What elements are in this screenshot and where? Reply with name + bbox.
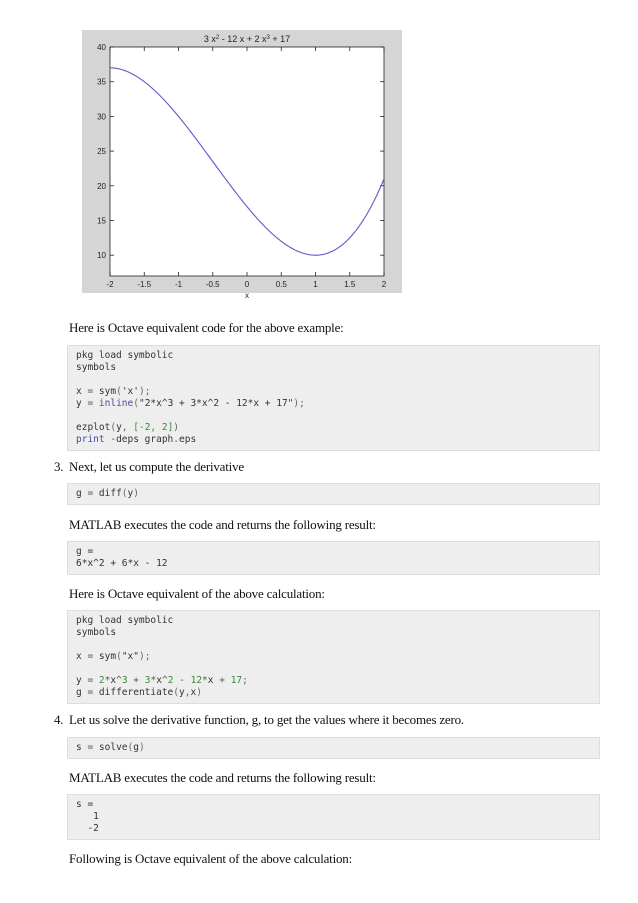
step-4-number: 4. (54, 712, 64, 727)
code-token: 3 (144, 675, 151, 686)
code-token: ^ (116, 675, 122, 686)
code-token: x (76, 651, 88, 662)
code-line (76, 687, 591, 699)
code-block-diff[interactable] (67, 483, 600, 505)
data-point (332, 251, 333, 252)
code-token: 'x' (121, 386, 139, 397)
code-token: ( (116, 386, 122, 397)
data-point (281, 242, 282, 243)
code-token: = (87, 675, 94, 686)
octave-calc-text-2: Following is Octave equivalent of the above calculation: (69, 851, 353, 866)
code-token: 2 (93, 675, 105, 686)
x-axis-label: x (245, 291, 249, 300)
octave-intro-text: Here is Octave equivalent code for the above example: (69, 320, 344, 335)
code-token: y (116, 422, 122, 433)
data-point (161, 96, 162, 97)
data-point (383, 178, 384, 179)
code-token: = (87, 386, 94, 397)
chart-title-part: 3 (266, 35, 270, 41)
plot-figure (82, 30, 402, 300)
y-tick-label: 30 (97, 112, 106, 122)
chart-title-part: + 17 (269, 34, 291, 44)
code-token: - (110, 434, 117, 445)
code-token: g = (76, 546, 94, 557)
y-tick-label: 35 (97, 77, 106, 87)
code-token: ; (242, 675, 248, 686)
code-block-diff-result[interactable] (67, 541, 600, 575)
data-point (349, 237, 350, 238)
code-token: . (173, 434, 180, 445)
data-point (195, 138, 196, 139)
code-token: "x" (121, 651, 139, 662)
code-token: y (179, 687, 185, 698)
x-tick-label: -0.5 (205, 280, 220, 289)
x-tick-label: 0.5 (275, 280, 287, 289)
y-tick-label: 25 (97, 147, 106, 157)
code-line (76, 651, 591, 663)
code-token: sym (93, 651, 117, 662)
code-line (76, 663, 591, 675)
code-token: ( (127, 742, 134, 753)
y-tick-label: 10 (97, 251, 106, 261)
plot-area (110, 47, 384, 276)
code-token: = (87, 398, 94, 409)
code-line (76, 811, 591, 823)
code-token: ezplot (76, 422, 111, 433)
code-token: eps (179, 434, 197, 445)
code-token: ) (133, 488, 139, 499)
code-line (76, 799, 591, 811)
y-tick-label: 15 (97, 216, 106, 226)
code-token: * (150, 675, 157, 686)
x-tick-label: 1 (313, 280, 318, 289)
code-token: ( (116, 651, 122, 662)
code-line (76, 615, 591, 627)
code-token: x (207, 675, 214, 686)
code-token: differentiate (93, 687, 174, 698)
code-token: + (213, 675, 231, 686)
code-line (76, 627, 591, 639)
code-line (76, 374, 591, 386)
code-line (76, 434, 591, 446)
code-block-solve[interactable] (67, 737, 600, 759)
chart-title-part: 2 (215, 35, 220, 41)
x-tick-label: 0 (244, 280, 250, 289)
code-line (76, 546, 591, 558)
code-token: inline (93, 398, 134, 409)
x-tick-label: -1 (174, 280, 183, 289)
code-token: symbols (76, 362, 117, 373)
code-token: ) (138, 742, 145, 753)
code-token: s (76, 742, 88, 753)
code-token: ^ (161, 675, 168, 686)
data-point (109, 67, 110, 68)
code-line (76, 488, 591, 500)
code-block-octave-diff[interactable] (67, 610, 600, 704)
matlab-result-text-2: MATLAB executes the code and returns the following result: (69, 770, 376, 785)
x-tick-label: 1.5 (344, 280, 356, 289)
step-3 (54, 459, 244, 475)
code-token: sym (93, 386, 117, 397)
code-token: , (184, 687, 191, 698)
step-3-number: 3. (54, 459, 64, 474)
code-token: = (87, 488, 94, 499)
code-line (76, 410, 591, 422)
code-line (76, 422, 591, 434)
code-token: 3 (121, 675, 128, 686)
code-token: x (190, 687, 197, 698)
data-point (212, 163, 213, 164)
code-token: g (133, 742, 139, 753)
code-token: ); (138, 386, 151, 397)
code-token: diff (93, 488, 122, 499)
code-line (76, 386, 591, 398)
code-token: g (76, 488, 88, 499)
code-token: g (76, 687, 88, 698)
plot-svg (82, 30, 402, 300)
data-point (366, 210, 367, 211)
code-token: 2 (167, 675, 174, 686)
code-token: x (156, 675, 162, 686)
data-point (264, 225, 265, 226)
code-token: , (121, 422, 128, 433)
code-block-octave-plot[interactable] (67, 345, 600, 451)
data-point (298, 253, 299, 254)
code-token: = (87, 651, 94, 662)
x-tick-label: -2 (106, 280, 114, 289)
step-3-text: Next, let us compute the derivative (69, 459, 244, 474)
chart-title-part: - 12 x + 2 x (219, 34, 267, 44)
data-point (178, 116, 179, 117)
code-token: 12 (190, 675, 203, 686)
matlab-result-text-1: MATLAB executes the code and returns the following result: (69, 517, 376, 532)
code-token: symbols (76, 627, 117, 638)
code-token: deps graph (116, 434, 174, 445)
code-token: print (76, 434, 105, 445)
code-token: y (76, 675, 88, 686)
code-token: pkg load symbolic (76, 615, 174, 626)
code-token: ( (133, 398, 139, 409)
code-line (76, 742, 591, 754)
code-token: 1 (76, 811, 99, 822)
code-token: * (202, 675, 208, 686)
code-block-solve-result[interactable] (67, 794, 600, 840)
code-token: ( (173, 687, 179, 698)
data-point (315, 255, 316, 256)
code-token: -2 (76, 823, 99, 834)
data-point (229, 188, 230, 189)
y-tick-label: 20 (97, 181, 106, 191)
code-token: pkg load symbolic (76, 350, 174, 361)
step-4 (54, 712, 464, 728)
code-token: ) (196, 687, 202, 698)
code-token: = (87, 687, 94, 698)
data-point (127, 71, 128, 72)
code-token: x (76, 386, 88, 397)
step-4-text: Let us solve the derivative function, g, to get the values where it becomes zero. (69, 712, 464, 727)
code-token: ); (138, 651, 151, 662)
code-token: x (110, 675, 117, 686)
code-token: [-2, 2] (127, 422, 174, 433)
code-token: 6*x^2 + 6*x - 12 (76, 558, 168, 569)
code-token: "2*x^3 + 3*x^2 - 12*x + 17" (138, 398, 294, 409)
code-token: y (127, 488, 134, 499)
chart-title (204, 34, 290, 44)
code-token: 17 (230, 675, 243, 686)
code-line (76, 398, 591, 410)
code-line (76, 362, 591, 374)
code-token: ( (121, 488, 128, 499)
y-tick-label: 40 (97, 43, 106, 52)
chart-title-part: 3 x (203, 34, 216, 44)
code-token: ( (110, 422, 117, 433)
octave-calc-text-1: Here is Octave equivalent of the above calculation: (69, 586, 325, 601)
code-line (76, 823, 591, 835)
code-token: * (104, 675, 111, 686)
x-tick-label: -1.5 (137, 280, 152, 289)
code-line (76, 350, 591, 362)
code-token: ) (173, 422, 180, 433)
code-token: - (173, 675, 191, 686)
code-line (76, 639, 591, 651)
code-line (76, 558, 591, 570)
data-point (246, 206, 247, 207)
x-tick-label: 2 (381, 280, 387, 289)
code-token: y (76, 398, 88, 409)
data-point (144, 81, 145, 82)
code-token: s = (76, 799, 94, 810)
code-token: + (127, 675, 145, 686)
code-token: solve (93, 742, 128, 753)
code-token: ); (293, 398, 305, 409)
code-token: = (87, 742, 94, 753)
code-line (76, 675, 591, 687)
